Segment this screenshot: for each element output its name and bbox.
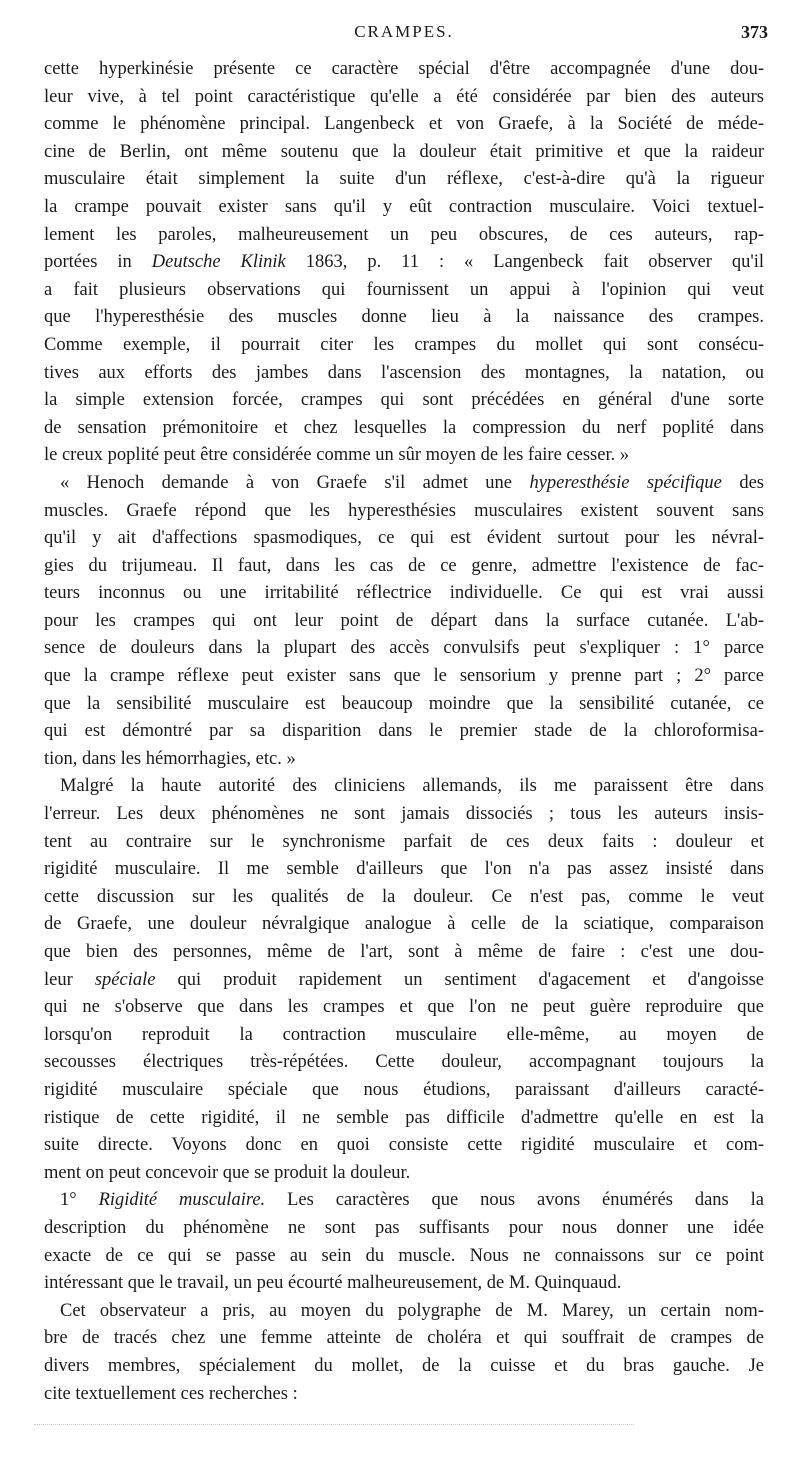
- text-line: qui ne s'observe que dans les crampes et que l'on ne peut guère reproduire que: [44, 997, 764, 1018]
- text-line: comme le phénomène principal. Langenbeck et von Graefe, à la Société de méde-: [44, 114, 764, 135]
- text-line: rigidité musculaire spéciale que nous étudions, paraissant d'ailleurs caracté-: [44, 1079, 764, 1100]
- text-line: cite textuellement ces recherches :: [44, 1383, 298, 1404]
- text-line: Cet observateur a pris, au moyen du polygraphe de M. Marey, un certain nom-: [60, 1300, 764, 1321]
- page-number: 373: [741, 22, 768, 42]
- text-line: que bien des personnes, même de l'art, sont à même de faire : c'est une dou-: [44, 942, 764, 962]
- text-line: que la sensibilité musculaire est beaucoup moindre que la sensibilité cutanée, ce: [44, 693, 764, 714]
- text-fragment: 1863, p. 11 : « Langenbeck fait observer qu'il: [285, 252, 765, 273]
- text-line: musculaire était simplement la suite d'un réflexe, c'est-à-dire qu'à la rigueur: [44, 169, 764, 190]
- text-line: cette discussion sur les qualités de la douleur. Ce n'est pas, comme le veut: [44, 886, 764, 907]
- text-fragment: leur: [44, 969, 95, 990]
- text-line: cine de Berlin, ont même soutenu que la douleur était primitive et que la raideur: [44, 141, 764, 162]
- text-line: suite directe. Voyons donc en quoi consiste cette rigidité musculaire et com-: [44, 1135, 764, 1156]
- text-line: le creux poplité peut être considérée comme un sûr moyen de les faire cesser. »: [44, 445, 630, 466]
- text-line: [44, 1187, 764, 1215]
- text-line: lorsqu'on reproduit la contraction musculaire elle-même, au moyen de: [44, 1024, 764, 1045]
- text-line: qu'il y ait d'affections spasmodiques, ce qui est évident surtout pour les névral-: [44, 528, 764, 549]
- text-line: sence de douleurs dans la plupart des accès convulsifs peut s'expliquer : 1° parce: [44, 638, 764, 659]
- text-fragment: des: [721, 472, 764, 493]
- text-line: teurs inconnus ou une irritabilité réflectrice individuelle. Ce qui est vrai aussi: [44, 583, 764, 604]
- text-line: bre de tracés chez une femme atteinte de choléra et qui souffrait de crampes de: [44, 1328, 764, 1349]
- text-line: de sensation prémonitoire et chez lesquelles la compression du nerf poplité dans: [44, 417, 764, 438]
- text-line: que la crampe réflexe peut exister sans que le sensorium y prenne part ; 2° parce: [44, 666, 764, 687]
- text-line: l'erreur. Les deux phénomènes ne sont jamais dissociés ; tous les auteurs insis-: [44, 804, 764, 825]
- text-line: a fait plusieurs observations qui fournissent un appui à l'opinion qui veut: [44, 279, 764, 300]
- text-line: description du phénomène ne sont pas suffisants pour nous donner une idée: [44, 1217, 764, 1238]
- text-line: [44, 470, 764, 498]
- italic-term: spéciale: [94, 969, 156, 990]
- bleed-through-mark: [34, 1424, 634, 1429]
- text-fragment: Les caractères que nous avons énumérés dans la: [265, 1190, 764, 1211]
- text-line: rigidité musculaire. Il me semble d'ailleurs que l'on n'a pas assez insisté dans: [44, 859, 764, 880]
- text-line: de Graefe, une douleur névralgique analogue à celle de la sciatique, comparaison: [44, 914, 764, 935]
- text-line: qui est démontré par sa disparition dans le premier stade de la chloroformisa-: [44, 721, 764, 742]
- text-fragment: « Henoch demande à von Graefe s'il admet une: [60, 472, 530, 493]
- body-text: [44, 56, 764, 1408]
- text-line: la crampe pouvait exister sans qu'il y eût contraction musculaire. Voici textuel-: [44, 196, 764, 217]
- text-fragment: portées in: [44, 252, 152, 273]
- text-line: cette hyperkinésie présente ce caractère spécial d'être accompagnée d'une dou-: [44, 59, 764, 79]
- text-line: muscles. Graefe répond que les hyperesthésies musculaires existent souvent sans: [44, 500, 764, 521]
- text-line: leur vive, à tel point caractéristique qu'elle a été considérée par bien des auteurs: [44, 86, 764, 107]
- text-line: lement les paroles, malheureusement un peu obscures, de ces auteurs, rap-: [44, 224, 764, 245]
- text-line: ristique de cette rigidité, il ne semble pas difficile d'admettre qu'elle en est la: [44, 1107, 764, 1128]
- text-line: [44, 967, 764, 995]
- italic-term: hyperesthésie spécifique: [529, 472, 722, 493]
- section-heading: Rigidité musculaire.: [98, 1190, 266, 1211]
- text-line: secousses électriques très-répétées. Cette douleur, accompagnant toujours la: [44, 1052, 764, 1073]
- text-line: intéressant que le travail, un peu écourté malheureusement, de M. Quinquaud.: [44, 1273, 622, 1294]
- text-line: [44, 249, 764, 277]
- text-line: ment on peut concevoir que se produit la douleur.: [44, 1162, 411, 1183]
- text-line: gies du trijumeau. Il faut, dans les cas de ce genre, admettre l'existence de fac-: [44, 555, 764, 576]
- text-line: pour les crampes qui ont leur point de départ dans la surface cutanée. L'ab-: [44, 610, 764, 631]
- text-fragment: 1°: [60, 1190, 99, 1211]
- chapter-title: CRAMPES.: [354, 22, 454, 41]
- text-line: exacte de ce qui se passe au sein du muscle. Nous ne connaissons sur ce point: [44, 1245, 764, 1266]
- journal-title: Deutsche Klinik: [151, 252, 286, 273]
- text-line: divers membres, spécialement du mollet, de la cuisse et du bras gauche. Je: [44, 1355, 764, 1376]
- running-head: [44, 22, 768, 48]
- text-line: tion, dans les hémorrhagies, etc. »: [44, 748, 296, 769]
- text-fragment: qui produit rapidement un sentiment d'agacement et d'angoisse: [155, 969, 764, 990]
- text-line: Malgré la haute autorité des cliniciens allemands, ils me paraissent être dans: [60, 776, 764, 797]
- text-line: tent au contraire sur le synchronisme parfait de ces deux faits : douleur et: [44, 831, 764, 852]
- text-line: que l'hyperesthésie des muscles donne lieu à la naissance des crampes.: [44, 307, 764, 328]
- text-line: tives aux efforts des jambes dans l'ascension des montagnes, la natation, ou: [44, 362, 764, 383]
- text-line: la simple extension forcée, crampes qui sont précédées en général d'une sorte: [44, 390, 764, 411]
- text-line: Comme exemple, il pourrait citer les crampes du mollet qui sont consécu-: [44, 334, 764, 355]
